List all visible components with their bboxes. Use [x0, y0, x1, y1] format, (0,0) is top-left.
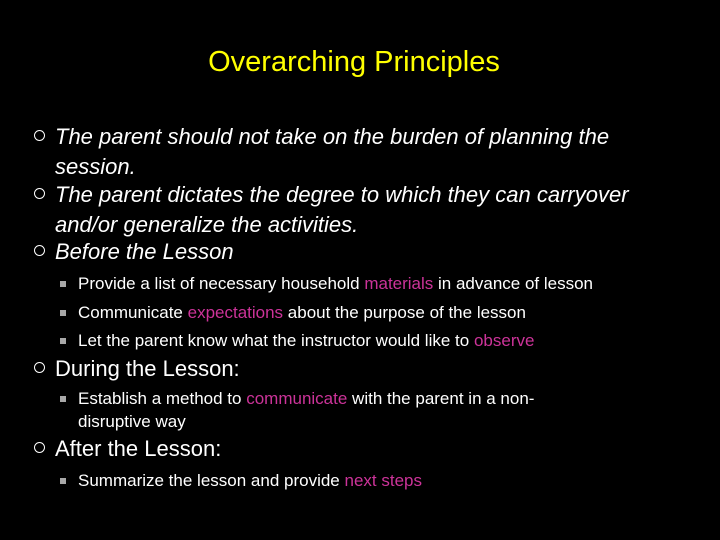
sub-bullet-text [78, 301, 678, 324]
text-segment: in advance of lesson [433, 274, 594, 293]
square-bullet-icon [60, 281, 66, 287]
bullet-text: During the Lesson: [55, 356, 240, 381]
text-segment: Summarize the lesson and provide [78, 471, 345, 490]
bullet-text: Before the Lesson [55, 239, 234, 264]
sub-bullet-text [78, 387, 578, 433]
hollow-circle-icon [34, 130, 45, 141]
bullet-text: After the Lesson: [55, 436, 222, 461]
sub-bullet-text [78, 272, 678, 295]
square-bullet-icon [60, 338, 66, 344]
highlight-text: communicate [246, 389, 348, 408]
highlight-text: materials [364, 274, 434, 293]
highlight-text: expectations [187, 303, 284, 322]
text-segment: Let the parent know what the instructor would like to [78, 331, 474, 350]
text-segment: with the parent in a non-disruptive way [78, 389, 535, 431]
sub-bullet-text [78, 469, 678, 492]
highlight-text: observe [473, 331, 535, 350]
hollow-circle-icon [34, 362, 45, 373]
bullet-text: The parent dictates the degree to which they can carryover and/or generalize the activities. [55, 182, 629, 237]
text-segment: about the purpose of the lesson [283, 303, 526, 322]
bullet-text: The parent should not take on the burden of planning the session. [55, 124, 610, 179]
hollow-circle-icon [34, 245, 45, 256]
square-bullet-icon [60, 396, 66, 402]
sub-bullet-text [78, 329, 678, 352]
text-segment: Provide a list of necessary household [78, 274, 365, 293]
hollow-circle-icon [34, 188, 45, 199]
slide-title: Overarching Principles [208, 46, 500, 78]
hollow-circle-icon [34, 442, 45, 453]
text-segment: Establish a method to [78, 389, 247, 408]
text-segment: Communicate [78, 303, 188, 322]
square-bullet-icon [60, 310, 66, 316]
square-bullet-icon [60, 478, 66, 484]
highlight-text: next steps [344, 471, 422, 490]
